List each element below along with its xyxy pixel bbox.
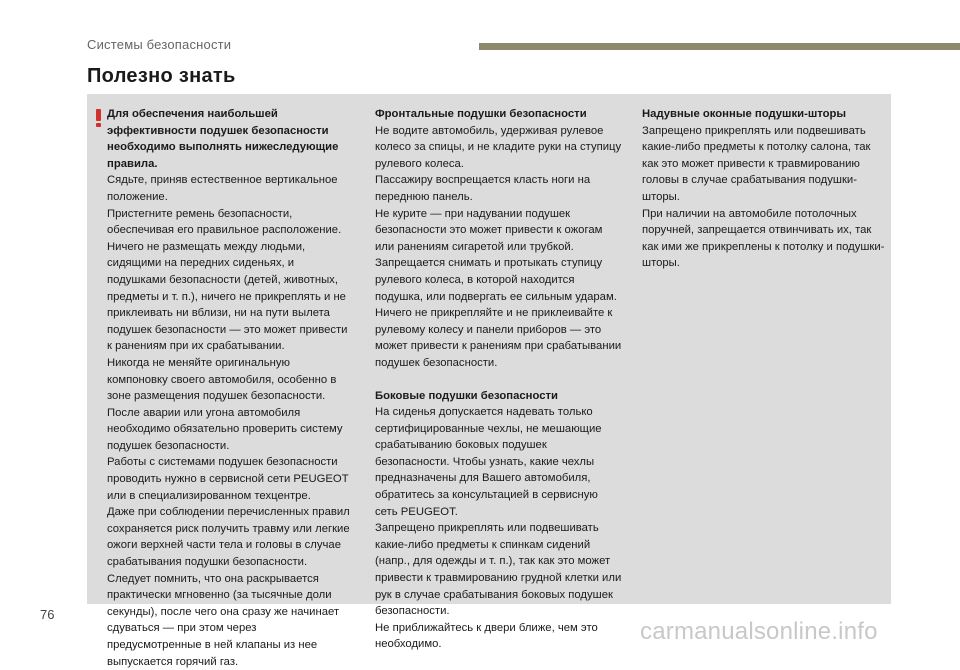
paragraph: Пристегните ремень безопасности, обеспечивая его правильное расположение. — [107, 207, 342, 237]
paragraph: Не курите — при надувании подушек безопасности это может привести к ожогам или ранениям сигаретой или трубкой. — [375, 207, 603, 253]
paragraph: Не водите автомобиль, удерживая рулевое колесо за спицы, и не кладите руки на ступицу рулевого колеса. — [375, 124, 622, 170]
paragraph: На сиденья допускается надевать только сертифицированные чехлы, не мешающие срабатыванию боковых подушек безопасности. Чтобы узнать, какие чехлы предназначены для Вашего автомобиля, обратитесь за консультацией в сервисную сеть PEUGEOT. — [375, 406, 602, 518]
column-curtain-airbags — [642, 106, 887, 272]
paragraph: Никогда не меняйте оригинальную компоновку своего автомобиля, особенно в зоне размещения подушек безопасности. — [107, 356, 337, 403]
section-title: Системы безопасности — [87, 37, 232, 52]
exclamation-icon — [95, 109, 103, 127]
paragraph: Даже при соблюдении перечисленных правил сохраняется риск получить травму или легкие ожоги верхней части тела и головы в случае срабатывания подушки безопасности. Следует помнить, что она раскрывается практически мгновенно (за тысячные доли секунды), после чего она сразу же начинает сдуваться — при этом через предусмотренные в ней клапаны из нее выпускается горячий газ. — [107, 506, 350, 668]
front-airbags-heading: Фронтальные подушки безопасности — [375, 108, 587, 120]
paragraph: Работы с системами подушек безопасности проводить нужно в сервисной сети PEUGEOT или в специализированном техцентре. — [107, 456, 349, 502]
paragraph: Пассажиру воспрещается класть ноги на переднюю панель. — [375, 174, 591, 203]
side-airbags-heading: Боковые подушки безопасности — [375, 389, 558, 402]
paragraph: Запрещено прикреплять или подвешивать какие-либо предметы к спинкам сидений (напр., для одежды и т. п.), так как это может привести к травмированию грудной клетки или рук в случае срабатывания боковых подушек безопасности. — [375, 522, 622, 618]
page-heading: Полезно знать — [87, 65, 236, 87]
paragraph: Не приближайтесь к двери ближе, чем это необходимо. — [375, 621, 598, 651]
paragraph: Запрещено прикреплять или подвешивать какие-либо предметы к потолку салона, так как это может привести к травмированию головы в случае срабатывания подушки-шторы. — [642, 124, 871, 203]
paragraph: Ничего не прикрепляйте и не приклеивайте к рулевому колесу и панели приборов — это может привести к ранениям при срабатывании подушек безопасности. — [375, 307, 622, 369]
page-number: 76 — [40, 607, 55, 622]
paragraph: Ничего не размещать между людьми, сидящими на передних сиденьях, и подушками безопасности (детей, животных, предметы и т. п.), ничего не прикреплять и не приклеивать ни вблизи, ни на пути вылета подушек безопасности — это может привести к ранениям при их срабатывании. — [107, 240, 348, 353]
watermark: carmanualsonline.info — [640, 618, 878, 645]
general-rules-heading: Для обеспечения наибольшей эффективности подушек безопасности необходимо выполнять нижеследующие правила. — [107, 108, 339, 170]
paragraph: Запрещается снимать и протыкать ступицу рулевого колеса, в которой находится подушка, или подвергать ее сильным ударам. — [375, 257, 617, 303]
column-airbags — [375, 106, 623, 653]
header-bar — [479, 43, 960, 50]
curtain-airbags-heading: Надувные оконные подушки-шторы — [642, 108, 847, 120]
paragraph: Сядьте, приняв естественное вертикальное положение. — [107, 174, 338, 203]
paragraph: После аварии или угона автомобиля необходимо обязательно проверить систему подушек безопасности. — [107, 406, 343, 452]
paragraph: При наличии на автомобиле потолочных поручней, запрещается отвинчивать их, так как ими же прикреплены к потолку и подушки-шторы. — [642, 207, 885, 270]
column-general-rules — [107, 106, 353, 670]
